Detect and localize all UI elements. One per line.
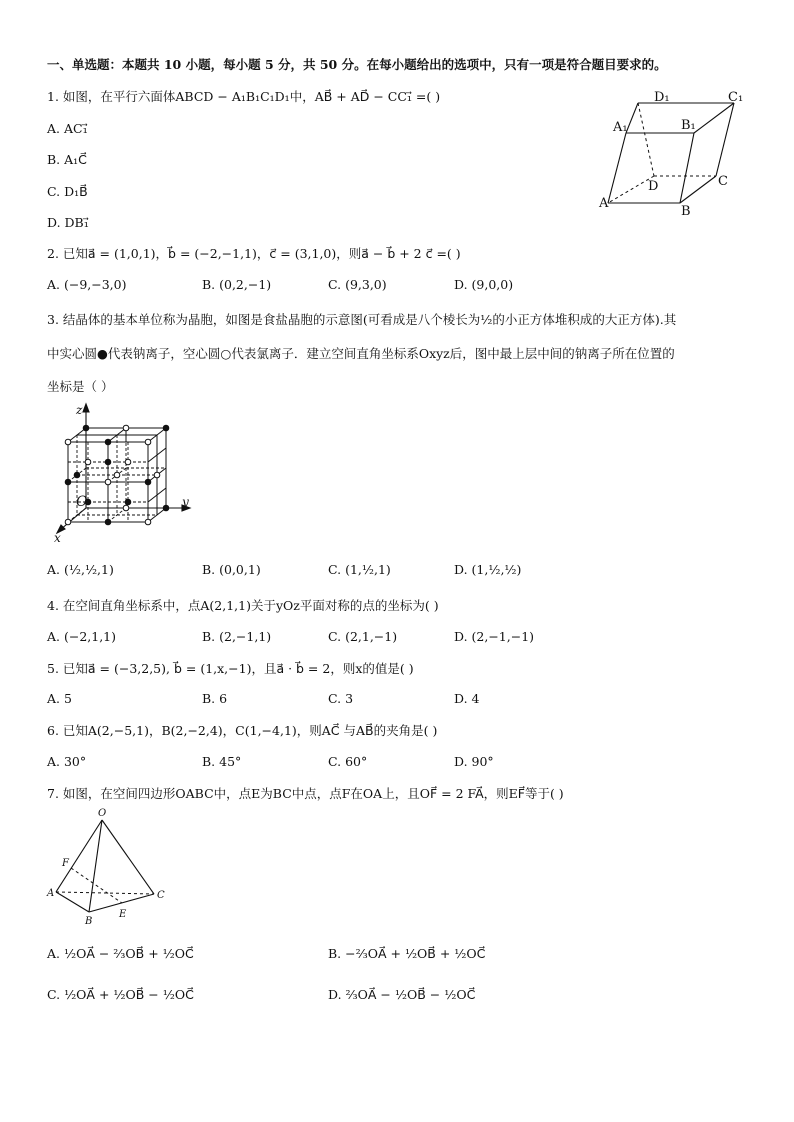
label-a1: A₁ [613,120,628,135]
axis-label-y: y [182,495,189,509]
axis-label-x: x [54,531,61,544]
question-1-option-a: A. AC₁⃗ [47,121,88,136]
question-2-option-c: C. (9,3,0) [328,277,387,292]
question-6-stem: 6. 已知A(2,−5,1)，B(2,−2,4)，C(1,−4,1)，则AC⃗ 与AB⃗的夹角是( ) [47,723,438,738]
question-1-option-c: C. D₁B⃗ [47,184,88,199]
question-3-option-b: B. (0,0,1) [202,562,261,577]
question-2-option-b: B. (0,2,−1) [202,277,272,292]
question-5-option-c: C. 3 [328,691,354,706]
question-6-option-d: D. 90° [454,754,494,769]
question-4-option-a: A. (−2,1,1) [47,629,117,644]
question-3-stem-line-2: 中实心圆●代表钠离子，空心圆○代表氯离子．建立空间直角坐标系Oxyz后，图中最上层中间的钠离子所在位置的 [47,346,675,361]
vertex-label-a: A [47,888,55,899]
origin-label: O [76,494,88,510]
question-3-stem-line-3: 坐标是（ ） [47,379,114,394]
label-c: C [718,174,728,189]
section-header: 一、单选题：本题共 10 小题，每小题 5 分，共 50 分。在每小题给出的选项中，只有一项是符合题目要求的。 [47,57,667,72]
question-5-option-d: D. 4 [454,691,480,706]
parallelepiped-figure [596,86,756,221]
label-b1: B₁ [681,118,696,133]
question-7-option-c: C. ½OA⃗ + ½OB⃗ − ½OC⃗ [47,987,194,1002]
vertex-label-o: O [98,808,107,819]
question-4-option-c: C. (2,1,−1) [328,629,398,644]
axis-label-z: z [76,403,83,417]
question-1-option-b: B. A₁C⃗ [47,152,87,167]
question-7-option-d: D. ⅔OA⃗ − ½OB⃗ − ½OC⃗ [328,987,476,1002]
question-1-option-d: D. DB₁⃗ [47,215,89,230]
question-5-option-b: B. 6 [202,691,228,706]
label-b: B [681,204,691,219]
question-7-option-a: A. ½OA⃗ − ⅔OB⃗ + ½OC⃗ [47,946,194,961]
point-label-f: F [62,858,69,869]
question-6-option-c: C. 60° [328,754,368,769]
label-a: A [599,196,609,211]
question-4-option-b: B. (2,−1,1) [202,629,272,644]
question-3-option-a: A. (½,½,1) [47,562,114,577]
question-7-option-b: B. −⅔OA⃗ + ½OB⃗ + ½OC⃗ [328,946,486,961]
question-7-stem: 7. 如图，在空间四边形OABC中，点E为BC中点，点F在OA上，且OF⃗ = 2 FA⃗，则EF⃗等于( ) [47,786,564,801]
question-5-option-a: A. 5 [47,691,72,706]
label-d1: D₁ [654,90,670,105]
point-label-e: E [119,909,127,920]
question-2-option-d: D. (9,0,0) [454,277,514,292]
question-3-option-d: D. (1,½,½) [454,562,522,577]
question-5-stem: 5. 已知a⃗ = (−3,2,5), b⃗ = (1,x,−1)，且a⃗ · b⃗ = 2，则x的值是( ) [47,661,414,676]
vertex-label-c: C [157,890,165,901]
question-2-option-a: A. (−9,−3,0) [47,277,127,292]
label-d: D [648,179,659,194]
question-4-stem: 4. 在空间直角坐标系中，点A(2,1,1)关于yOz平面对称的点的坐标为( ) [47,598,439,613]
label-c1: C₁ [728,90,744,105]
question-1-stem: 1. 如图，在平行六面体ABCD − A₁B₁C₁D₁中，AB⃗ + AD⃗ − CC₁⃗ =( ) [47,89,441,104]
tetrahedron-figure [44,806,174,926]
question-2-stem: 2. 已知a⃗ = (1,0,1)，b⃗ = (−2,−1,1)，c⃗ = (3,1,0)，则a⃗ − b⃗ + 2 c⃗ =( ) [47,246,461,261]
question-6-option-b: B. 45° [202,754,242,769]
question-3-stem-line-1: 3. 结晶体的基本单位称为晶胞，如图是食盐晶胞的示意图(可看成是八个棱长为½的小正方体堆积成的大正方体).其 [47,312,677,327]
question-6-option-a: A. 30° [47,754,87,769]
question-4-option-d: D. (2,−1,−1) [454,629,535,644]
crystal-lattice-figure [48,402,198,544]
vertex-label-b: B [85,916,93,926]
question-3-option-c: C. (1,½,1) [328,562,391,577]
